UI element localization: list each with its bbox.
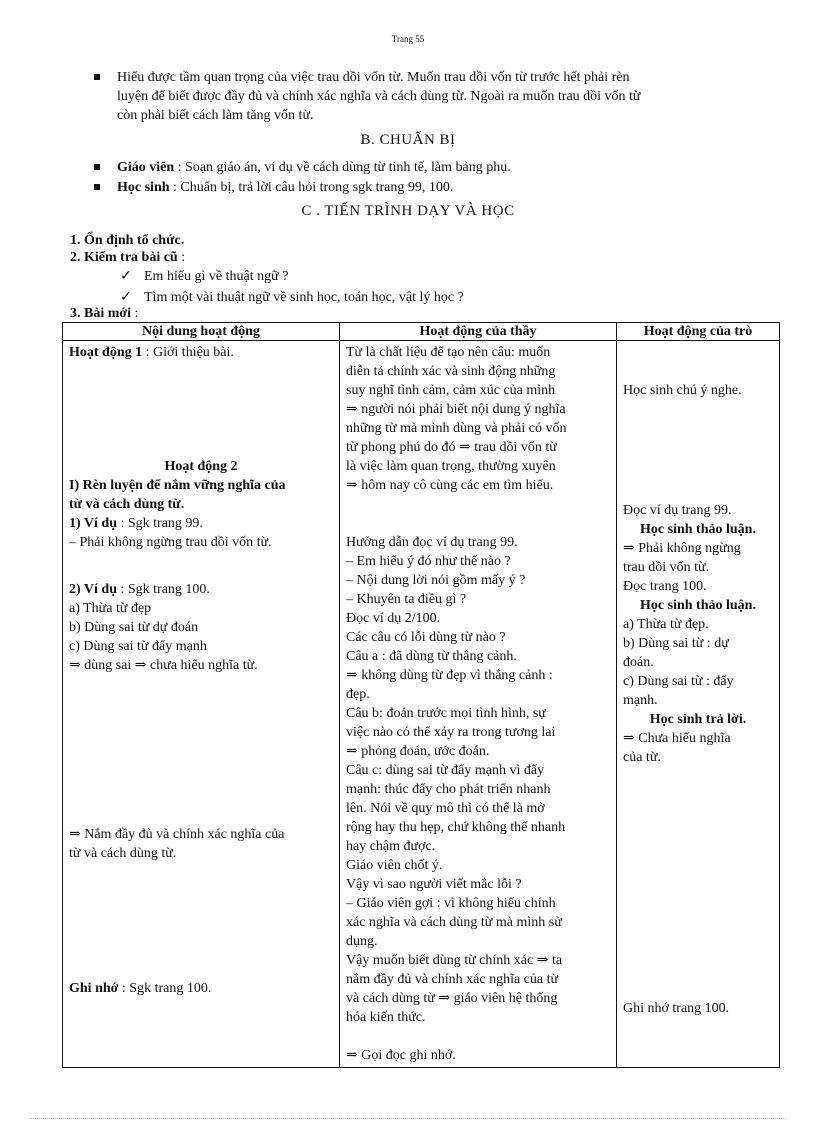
page-header: Trang 55 <box>391 34 425 44</box>
teacher-line: – Giáo viên gợi : vì không hiểu chính <box>346 896 556 911</box>
step-2-text: 2. Kiểm tra bài cũ <box>70 250 178 265</box>
activity-1-text: : Giới thiệu bài. <box>142 345 234 360</box>
teacher-line: – Nội dung lời nói gồm mấy ý ? <box>346 573 526 588</box>
table-header-row <box>63 323 780 341</box>
student-line: của từ. <box>623 750 661 765</box>
example-2-item: c) Dùng sai từ đẩy mạnh <box>69 639 207 654</box>
teacher-line: rộng hay thu hẹp, chứ không thể nhanh <box>346 820 566 835</box>
teacher-line: Vậy vì sao người viết mắc lỗi ? <box>346 877 522 892</box>
teacher-line: Câu c: dùng sai từ đẩy mạnh vì đẩy <box>346 763 545 778</box>
teacher-line: Từ là chất liệu để tạo nên câu: muốn <box>346 345 551 360</box>
activity-2-heading: I) Rèn luyện để nắm vững nghĩa của <box>69 478 286 493</box>
student-line: ⇒ Chưa hiểu nghĩa <box>623 731 731 746</box>
example-1-line: – Phải không ngừng trau dồi vốn từ. <box>69 535 272 550</box>
activity-2-title: Hoạt động 2 <box>164 459 238 474</box>
summary-line: từ và cách dùng từ. <box>69 846 177 861</box>
content-cell <box>63 341 340 1068</box>
intro-line: còn phải biết cách làm tăng vốn từ. <box>117 108 314 123</box>
teacher-line: Câu a : đã dùng từ thắng cảnh. <box>346 649 517 664</box>
intro-text <box>117 68 641 125</box>
example-2-item: a) Thừa từ đẹp <box>69 601 152 616</box>
step-1 <box>70 232 750 249</box>
step-3 <box>70 305 750 322</box>
step-2 <box>70 249 750 266</box>
teacher-line: – Em hiểu ý đó như thế nào ? <box>346 554 511 569</box>
student-label: Học sinh <box>117 180 170 195</box>
teacher-line: hay chậm được. <box>346 839 436 854</box>
header-content: Nội dung hoạt động <box>63 323 340 341</box>
section-c-title: C . TIẾN TRÌNH DẠY VÀ HỌC <box>301 203 515 219</box>
footer-divider <box>30 1118 786 1119</box>
teacher-line: ⇒ Gọi đọc ghi nhớ. <box>346 1048 456 1063</box>
bullet-item <box>94 158 764 177</box>
student-line: Đọc trang 100. <box>623 579 707 594</box>
teacher-line: những từ mà mình dùng và phải có vốn <box>346 421 567 436</box>
student-line: ⇒ Phải không ngừng <box>623 541 741 556</box>
bullet-item <box>94 68 764 125</box>
example-1-label: 1) Ví dụ <box>69 516 117 531</box>
teacher-line: lên. Nói về quy mô thì có thể là mở <box>346 801 545 816</box>
square-bullet-icon <box>94 184 100 190</box>
teacher-line: ⇒ phỏng đoán, ước đoán. <box>346 744 490 759</box>
student-cell <box>617 341 780 1068</box>
teacher-line: Vậy muốn biết dùng từ chính xác ⇒ ta <box>346 953 563 968</box>
teacher-line: hóa kiến thức. <box>346 1010 426 1025</box>
teacher-line: nắm đầy đủ và chính xác nghĩa của từ <box>346 972 559 987</box>
teacher-line: việc nào có thể xảy ra trong tương lai <box>346 725 556 740</box>
check-item <box>120 266 720 287</box>
teacher-line: Câu b: đoán trước mọi tình hình, sự <box>346 706 546 721</box>
preparation-list <box>94 158 764 198</box>
teacher-line: đẹp. <box>346 687 370 702</box>
student-line: a) Thừa từ đẹp. <box>623 617 709 632</box>
teacher-line: mạnh: thúc đẩy cho phát triển nhanh <box>346 782 551 797</box>
step-2-suffix: : <box>177 250 186 265</box>
student-line: mạnh. <box>623 693 658 708</box>
student-line: c) Dùng sai từ : đẩy <box>623 674 734 689</box>
bullet-item <box>94 178 764 197</box>
teacher-line: và cách dùng từ ⇒ giáo viên hệ thống <box>346 991 558 1006</box>
activity-table <box>62 322 780 1068</box>
teacher-lines <box>346 343 610 1065</box>
example-2-conclusion: ⇒ dùng sai ⇒ chưa hiểu nghĩa từ. <box>69 658 258 673</box>
check-question: Em hiểu gì về thuật ngữ ? <box>144 269 289 284</box>
teacher-line: diễn tả chính xác và sinh động những <box>346 364 556 379</box>
activity-1-label: Hoạt động 1 <box>69 345 143 360</box>
teacher-line: suy nghĩ tình cảm, cảm xúc của mình <box>346 383 556 398</box>
student-line: Học sinh chú ý nghe. <box>623 383 742 398</box>
teacher-line: ⇒ người nói phải biết nội dung ý nghĩa <box>346 402 566 417</box>
example-1-text: : Sgk trang 99. <box>116 516 203 531</box>
header-teacher: Hoạt động của thầy <box>340 323 617 341</box>
check-icon: ✓ <box>120 269 132 284</box>
teacher-line: Giáo viên chốt ý. <box>346 858 443 873</box>
student-line: Đọc ví dụ trang 99. <box>623 503 732 518</box>
note-text: : Sgk trang 100. <box>118 981 212 996</box>
teacher-prep-text: : Soạn giáo án, ví dụ về cách dùng từ tinh tế, làm bảng phụ. <box>174 160 511 175</box>
teacher-line <box>346 1027 610 1046</box>
student-note: Ghi nhớ trang 100. <box>623 1001 730 1016</box>
table-row <box>63 341 780 1068</box>
student-line: đoán. <box>623 655 654 670</box>
intro-line: Hiểu được tầm quan trọng của việc trau dồi vốn từ. Muốn trau dồi vốn từ trước hết phải rèn <box>117 70 630 85</box>
example-2-label: 2) Ví dụ <box>69 582 117 597</box>
step-3-text: 3. Bài mới <box>70 306 132 321</box>
teacher-line: dụng. <box>346 934 378 949</box>
teacher-line: Các câu có lỗi dùng từ nào ? <box>346 630 506 645</box>
summary-line: ⇒ Nắm đầy đủ và chính xác nghĩa của <box>69 827 285 842</box>
step-1-text: 1. Ổn định tổ chức. <box>70 233 185 248</box>
teacher-label: Giáo viên <box>117 160 175 175</box>
teacher-line: từ phong phú do đó ⇒ trau dồi vốn từ <box>346 440 557 455</box>
note-label: Ghi nhớ <box>69 981 119 996</box>
header-student: Hoạt động của trò <box>617 323 780 341</box>
example-2-text: : Sgk trang 100. <box>116 582 210 597</box>
check-list <box>120 266 720 308</box>
student-discuss: Học sinh thảo luận. <box>640 522 756 537</box>
check-question: Tìm một vài thuật ngữ về sinh học, toán học, vật lý học ? <box>144 290 464 305</box>
teacher-line: xác nghĩa và cách dùng từ mà mình sử <box>346 915 562 930</box>
teacher-line: ⇒ hôm nay cô cùng các em tìm hiểu. <box>346 478 554 493</box>
example-2-item: b) Dùng sai từ dự đoán <box>69 620 199 635</box>
intro-bullet <box>94 68 764 127</box>
teacher-line <box>346 495 610 514</box>
teacher-line: là việc làm quan trọng, thường xuyên <box>346 459 556 474</box>
teacher-line: – Khuyên ta điều gì ? <box>346 592 467 607</box>
activity-2-heading: từ và cách dùng từ. <box>69 497 185 512</box>
square-bullet-icon <box>94 74 100 80</box>
section-b-title: B. CHUẨN BỊ <box>360 132 456 148</box>
step-3-suffix: : <box>131 306 139 321</box>
teacher-line: Đọc ví dụ 2/100. <box>346 611 441 626</box>
teacher-line <box>346 514 610 533</box>
teacher-line: Hướng dẫn đọc ví dụ trang 99. <box>346 535 518 550</box>
teacher-cell <box>340 341 617 1068</box>
square-bullet-icon <box>94 164 100 170</box>
check-icon: ✓ <box>120 290 132 305</box>
student-line: trau dồi vốn từ. <box>623 560 710 575</box>
intro-line: luyện để biết được đầy đủ và chính xác nghĩa và cách dùng từ. Ngoài ra muốn trau dồi vốn từ <box>117 89 641 104</box>
teacher-line: ⇒ không dùng từ đẹp vì thắng cảnh : <box>346 668 553 683</box>
student-line: b) Dùng sai từ : dự <box>623 636 729 651</box>
student-prep-text: : Chuẩn bị, trả lời câu hỏi trong sgk trang 99, 100. <box>169 180 454 195</box>
student-discuss: Học sinh thảo luận. <box>640 598 756 613</box>
student-reply: Học sinh trả lời. <box>649 712 747 727</box>
